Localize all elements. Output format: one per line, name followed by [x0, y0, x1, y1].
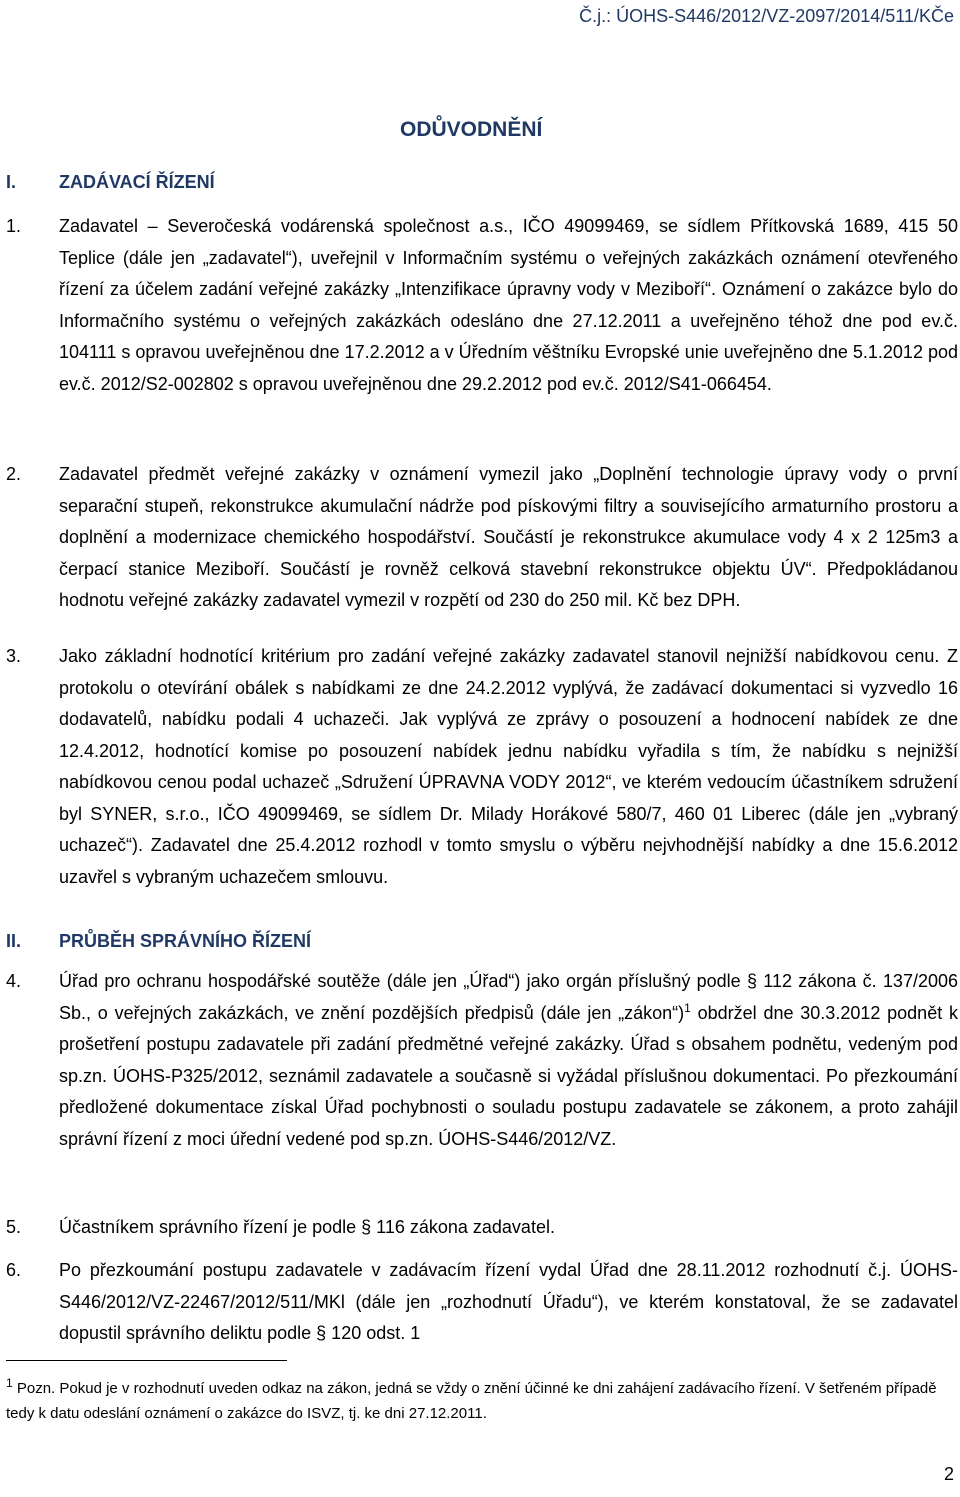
section-number: I.: [6, 172, 17, 192]
page-number: 2: [943, 1464, 954, 1484]
footnote-reference: 1: [684, 1000, 691, 1015]
footnote: [6, 1376, 958, 1426]
paragraph-number: 5.: [6, 1217, 22, 1237]
paragraph-number: 2.: [6, 464, 22, 484]
section-title: PRŮBĚH SPRÁVNÍHO ŘÍZENÍ: [59, 931, 312, 951]
section-title: ZADÁVACÍ ŘÍZENÍ: [59, 172, 215, 192]
footnote-divider: [6, 1360, 287, 1361]
section-number: II.: [6, 931, 22, 951]
paragraph-text: Zadavatel – Severočeská vodárenská společnost a.s., IČO 49099469, se sídlem Přítkovská 1689, 415 50 Teplice (dále jen „zadavatel“), uveřejnil v Informačním systému o veřejných zakázkách oznámení otevřeného řízení za účelem zadání veřejné zakázky „Intenzifikace úpravny vody v Meziboří“. Oznámení o zakázce bylo do Informačního systému o veřejných zakázkách odesláno dne 27.12.2011 a uveřejněno téhož dne pod ev.č. 104111 s opravou uveřejněnou dne 17.2.2012 a v Úředním věštníku Evropské unie uveřejněno dne 5.1.2012 pod ev.č. 2012/S2-002802 s opravou uveřejněnou dne 29.2.2012 pod ev.č. 2012/S41-066454.: [59, 216, 958, 394]
paragraph-text-part: obdržel dne 30.3.2012 podnět k prošetření postupu zadavatele při zadání předmětné veřejné zakázky. Úřad s obsahem podnětu, vedeným pod sp.zn. ÚOHS-P325/2012, seznámil zadavatele a současně si vyžádal příslušnou dokumentaci. Po přezkoumání předložené dokumentace získal Úřad pochybnosti o souladu postupu zadavatele se zákonem, a proto zahájil správní řízení z moci úřední vedené pod sp.zn. ÚOHS-S446/2012/VZ.: [59, 1002, 958, 1149]
paragraph-text: [59, 966, 958, 1155]
paragraph-number: 6.: [6, 1260, 22, 1280]
paragraph-text: Po přezkoumání postupu zadavatele v zadávacím řízení vydal Úřad dne 28.11.2012 rozhodnutí č.j. ÚOHS-S446/2012/VZ-22467/2012/511/MKl (dále jen „rozhodnutí Úřadu“), ve kterém konstatoval, že se zadavatel dopustil správního deliktu podle § 120 odst. 1: [59, 1260, 958, 1343]
paragraph-text-part: Úřad pro ochranu hospodářské soutěže (dále jen „Úřad“) jako orgán příslušný podle § 112 zákona č. 137/2006 Sb., o veřejných zakázkách, ve znění pozdějších předpisů (dále jen „zákon“): [59, 971, 958, 1023]
paragraph-text: Zadavatel předmět veřejné zakázky v oznámení vymezil jako „Doplnění technologie úpravy vody o první separační stupeň, rekonstrukce akumulační nádrže pod pískovými filtry a souvisejícího armaturního prostoru a doplnění a modernizace chemického hospodářství. Součástí je rekonstrukce akumulace vody 4 x 2 125m3 a čerpací stanice Meziboří. Součástí je rovněž celková stavební rekonstrukce objektu ÚV“. Předpokládanou hodnotu veřejné zakázky zadavatel vymezil v rozpětí od 230 do 250 mil. Kč bez DPH.: [59, 464, 958, 610]
footnote-mark: 1: [6, 1376, 13, 1390]
paragraph-number: 3.: [6, 646, 22, 666]
paragraph-text: Jako základní hodnotící kritérium pro zadání veřejné zakázky zadavatel stanovil nejnižší nabídkovou cenu. Z protokolu o otevírání obálek s nabídkami ze dne 24.2.2012 vyplývá, že zadávací dokumentaci si vyzvedlo 16 dodavatelů, nabídku podali 4 uchazeči. Jak vyplývá ze zprávy o posouzení a hodnocení nabídek ze dne 12.4.2012, hodnotící komise po posouzení nabídek jednu nabídku vyřadila s tím, že nabídku s nejnižší nabídkovou cenou podal uchazeč „Sdružení ÚPRAVNA VODY 2012“, ve kterém vedoucím účastníkem sdružení byl SYNER, s.r.o., IČO 49099469, se sídlem Dr. Milady Horákové 580/7, 460 01 Liberec (dále jen „vybraný uchazeč“). Zadavatel dne 25.4.2012 rozhodl v tomto smyslu o výběru nejvhodnější nabídky a dne 15.6.2012 uzavřel s vybraným uchazečem smlouvu.: [59, 646, 958, 887]
paragraph-text: Účastníkem správního řízení je podle § 116 zákona zadavatel.: [59, 1217, 555, 1237]
paragraph-number: 4.: [6, 971, 22, 991]
paragraph-number: 1.: [6, 216, 22, 236]
footnote-text: Pozn. Pokud je v rozhodnutí uveden odkaz na zákon, jedná se vždy o znění účinné ke dni zahájení zadávacího řízení. V šetřeném případě tedy k datu odeslání oznámení o zakázce do ISVZ, tj. ke dni 27.12.2011.: [6, 1380, 937, 1422]
case-reference: Č.j.: ÚOHS-S446/2012/VZ-2097/2014/511/KČe: [579, 6, 954, 26]
document-title: ODŮVODNĚNÍ: [400, 118, 543, 141]
